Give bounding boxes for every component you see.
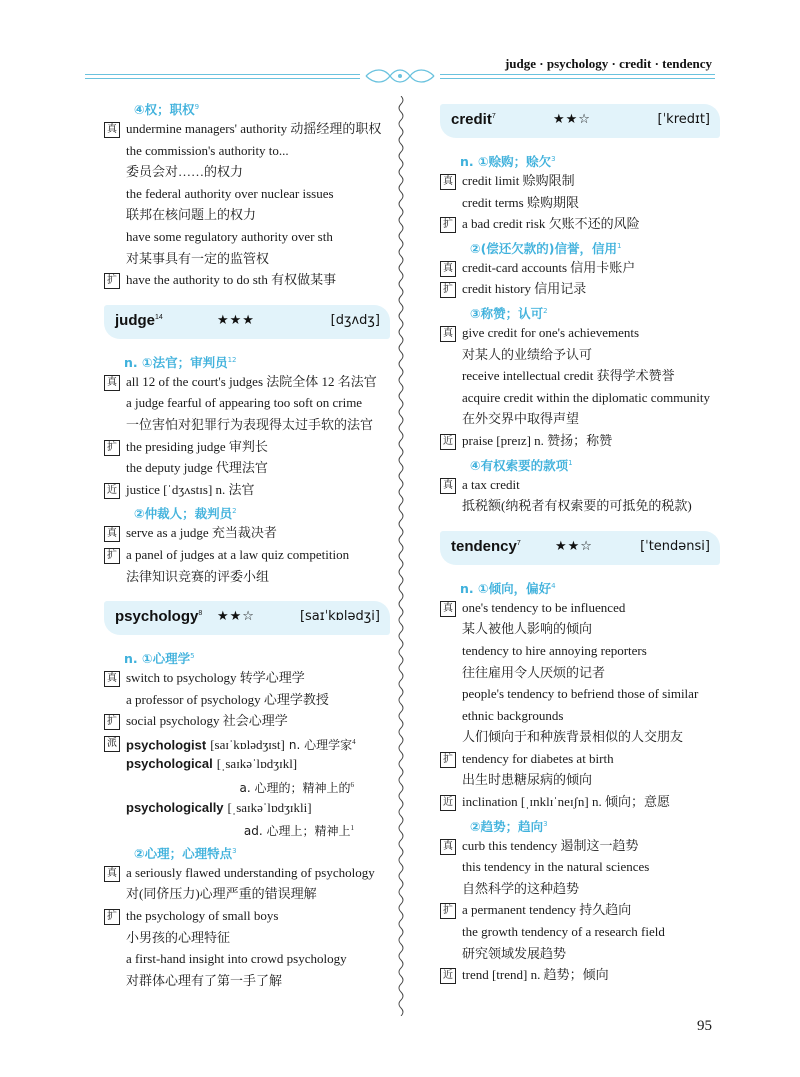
example-text: 出生时患糖尿病的倾向 <box>462 772 593 788</box>
sense-label <box>104 645 390 667</box>
headword-text: psychology <box>115 608 199 626</box>
example-text: a seriously flawed understanding of psychology <box>126 864 375 880</box>
gloss: a. 心理的；精神上的 <box>239 781 351 796</box>
derived-word: psychologically <box>126 799 224 815</box>
example-text: credit history 信用记录 <box>462 281 587 297</box>
sense-label <box>440 813 720 835</box>
tag-zhen-icon: 真 <box>440 174 456 190</box>
gloss-line <box>104 818 390 840</box>
phonetic: [ˌsaɪkəˈlɒdʒɪkl] <box>216 756 298 772</box>
header-ornament-icon <box>360 66 440 86</box>
sense-text: ④有权索要的款项 <box>470 457 569 473</box>
example-line <box>104 479 390 501</box>
example-line <box>440 705 720 727</box>
example-line <box>104 226 390 248</box>
example-text: have the authority to do sth 有权做某事 <box>126 272 337 288</box>
example-text: the deputy judge 代理法官 <box>126 460 268 476</box>
example-line <box>104 544 390 566</box>
tag-jin-icon: 近 <box>104 483 120 499</box>
headword-box <box>104 305 390 339</box>
headword-box <box>104 601 390 635</box>
example-line <box>440 365 720 387</box>
example-line <box>104 118 390 140</box>
example-line <box>440 899 720 921</box>
derived-word-line <box>104 732 390 754</box>
example-line <box>440 878 720 900</box>
example-line <box>104 710 390 732</box>
page-number: 95 <box>697 1018 712 1034</box>
example-text: ethnic backgrounds <box>462 707 564 723</box>
sense-text: ④权；职权 <box>134 102 195 118</box>
frequency-marker: 4 <box>551 581 556 590</box>
example-text: switch to psychology 转学心理学 <box>126 670 305 686</box>
sense-text: n. ①法官；审判员 <box>124 354 228 370</box>
phonetic: [ˈkredɪt] <box>657 112 710 127</box>
phonetic: [saɪˈkɒlədʒɪst] <box>210 737 285 753</box>
tag-zhen-icon: 真 <box>104 122 120 138</box>
example-line <box>440 662 720 684</box>
example-line <box>440 408 720 430</box>
tag-zhen-icon: 真 <box>440 601 456 617</box>
example-text: 抵税额(纳税者有权索要的可抵免的税款) <box>462 498 692 514</box>
example-line <box>104 371 390 393</box>
gloss-line <box>104 775 390 797</box>
example-text: a panel of judges at a law quiz competition <box>126 546 350 562</box>
headword-text: tendency <box>451 537 517 555</box>
example-line <box>104 883 390 905</box>
tag-kuo-icon: 扩 <box>440 903 456 919</box>
example-line <box>440 769 720 791</box>
example-text: a professor of psychology 心理学教授 <box>126 691 329 707</box>
example-text: a bad credit risk 欠账不还的风险 <box>462 216 640 232</box>
example-text: the psychology of small boys <box>126 908 279 924</box>
example-line <box>440 344 720 366</box>
example-line <box>104 689 390 711</box>
example-line <box>440 748 720 770</box>
star-rating: ★★☆ <box>553 112 591 127</box>
headword-text: judge <box>115 311 155 329</box>
phonetic: [dʒʌdʒ] <box>330 312 380 328</box>
example-text: 研究领域发展趋势 <box>462 945 567 961</box>
frequency-marker: 7 <box>516 539 521 547</box>
example-line <box>104 667 390 689</box>
frequency-marker: 9 <box>194 103 200 111</box>
frequency-marker: 5 <box>190 652 195 661</box>
derived-word: psychologist <box>126 737 207 753</box>
example-line <box>440 921 720 943</box>
example-line <box>104 161 390 183</box>
example-text: 委员会对……的权力 <box>126 164 244 180</box>
frequency-marker: 1 <box>617 241 622 250</box>
sense-label <box>440 452 720 474</box>
example-line <box>440 430 720 452</box>
example-line <box>440 192 720 214</box>
star-rating: ★★☆ <box>217 609 255 625</box>
tag-kuo-icon: 扩 <box>440 752 456 768</box>
sense-text: n. ①赊购；赊欠 <box>460 154 552 170</box>
sense-label <box>104 96 390 118</box>
sense-label <box>440 300 720 322</box>
right-column <box>440 96 720 986</box>
tag-jin-icon: 近 <box>440 968 456 984</box>
headword <box>451 111 496 128</box>
column-divider <box>396 96 406 1016</box>
sense-text: n. ①倾向，偏好 <box>460 580 552 596</box>
example-line <box>104 970 390 992</box>
example-text: 联邦在核问题上的权力 <box>126 207 257 223</box>
sense-text: n. ①心理学 <box>124 651 191 667</box>
example-text: 往往雇用令人厌烦的记者 <box>462 664 606 680</box>
frequency-marker: 6 <box>350 781 354 790</box>
derived-word-line <box>104 753 390 775</box>
example-line <box>104 927 390 949</box>
example-text: 某人被他人影响的倾向 <box>462 621 593 637</box>
example-line <box>440 322 720 344</box>
tag-zhen-icon: 真 <box>104 375 120 391</box>
frequency-marker: 4 <box>352 737 356 746</box>
example-text: tendency to hire annoying reporters <box>462 642 647 658</box>
example-text: praise [preɪz] n. 赞扬；称赞 <box>462 432 613 448</box>
example-line <box>440 257 720 279</box>
sense-text: ②心理；心理特点 <box>134 846 233 861</box>
frequency-marker: 3 <box>232 846 237 855</box>
sense-text: ③称赞；认可 <box>470 306 544 322</box>
example-line <box>104 905 390 927</box>
example-line <box>440 387 720 409</box>
derived-word-line <box>104 797 390 819</box>
example-text: give credit for one's achievements <box>462 324 640 340</box>
example-line <box>104 140 390 162</box>
tag-zhen-icon: 真 <box>440 261 456 277</box>
tag-kuo-icon: 扩 <box>440 282 456 298</box>
example-text: credit terms 赊购期限 <box>462 194 579 210</box>
sense-label <box>440 575 720 597</box>
headword-box <box>440 531 720 565</box>
tag-kuo-icon: 扩 <box>104 714 120 730</box>
sense-label <box>440 235 720 257</box>
example-line <box>104 862 390 884</box>
example-line <box>104 522 390 544</box>
example-text: credit limit 赊购限制 <box>462 173 575 188</box>
example-text: 对某人的业绩给予认可 <box>462 346 593 362</box>
example-text: 对群体心理有了第一手了解 <box>126 972 283 988</box>
sense-label <box>104 840 390 862</box>
sense-label <box>104 349 390 371</box>
example-line <box>104 566 390 588</box>
example-line <box>104 204 390 226</box>
example-text: undermine managers' authority 动摇经理的职权 <box>126 121 382 136</box>
example-text: justice [ˈdʒʌstɪs] n. 法官 <box>126 481 255 497</box>
phonetic: [ˈtendənsi] <box>640 538 710 554</box>
frequency-marker: 1 <box>350 824 354 833</box>
headword <box>451 538 521 555</box>
example-text: a permanent tendency 持久趋向 <box>462 902 632 918</box>
example-text: one's tendency to be influenced <box>462 599 626 615</box>
example-text: curb this tendency 遏制这一趋势 <box>462 837 639 853</box>
example-line <box>440 964 720 986</box>
tag-zhen-icon: 真 <box>440 839 456 855</box>
frequency-marker: 7 <box>491 113 496 120</box>
example-line <box>104 414 390 436</box>
example-line <box>104 248 390 270</box>
tag-zhen-icon: 真 <box>440 326 456 342</box>
example-line <box>440 278 720 300</box>
example-line <box>440 618 720 640</box>
example-text: 人们倾向于和种族背景相似的人交朋友 <box>462 729 684 745</box>
tag-jin-icon: 近 <box>440 795 456 811</box>
example-text: 在外交界中取得声望 <box>462 411 580 427</box>
example-line <box>440 640 720 662</box>
left-column <box>104 96 390 991</box>
sense-text: ②(偿还欠款的)信誉，信用 <box>470 240 618 256</box>
example-line <box>440 474 720 496</box>
example-line <box>440 835 720 857</box>
example-line <box>104 457 390 479</box>
example-text: acquire credit within the diplomatic community <box>462 389 711 405</box>
frequency-marker: 1 <box>568 458 573 467</box>
sense-text: ②趋势；趋向 <box>470 818 544 834</box>
tag-zhen-icon: 真 <box>104 671 120 687</box>
frequency-marker: 2 <box>543 306 548 315</box>
example-text: the federal authority over nuclear issues <box>126 185 334 201</box>
example-text: credit-card accounts 信用卡账户 <box>462 259 636 275</box>
example-line <box>440 726 720 748</box>
tag-jin-icon: 近 <box>440 434 456 450</box>
example-text: social psychology 社会心理学 <box>126 713 288 729</box>
star-rating: ★★★ <box>217 312 255 328</box>
frequency-marker: 14 <box>155 313 163 321</box>
example-text: tendency for diabetes at birth <box>462 750 614 766</box>
example-line <box>440 856 720 878</box>
example-text: the growth tendency of a research field <box>462 924 665 940</box>
example-line <box>440 495 720 517</box>
example-text: this tendency in the natural sciences <box>462 859 650 875</box>
example-text: a judge fearful of appearing too soft on crime <box>126 395 363 411</box>
example-text: a first-hand insight into crowd psychology <box>126 951 347 967</box>
headword-box <box>440 104 720 138</box>
example-text: all 12 of the court's judges 法院全体 12 名法官 <box>126 373 377 389</box>
frequency-marker: 12 <box>227 355 237 364</box>
example-text: 对某事具有一定的监管权 <box>126 250 270 266</box>
sense-label <box>104 500 390 522</box>
example-text: receive intellectual credit 获得学术赞誉 <box>462 368 675 384</box>
example-line <box>104 392 390 414</box>
frequency-marker: 8 <box>198 610 203 618</box>
sense-text: ②仲裁人；裁判员 <box>134 506 233 522</box>
tag-kuo-icon: 扩 <box>104 909 120 925</box>
sense-label <box>440 148 720 170</box>
tag-pai-icon: 派 <box>104 736 120 752</box>
tag-kuo-icon: 扩 <box>104 273 120 289</box>
tag-kuo-icon: 扩 <box>104 440 120 456</box>
example-text: people's tendency to befriend those of similar <box>462 686 699 702</box>
frequency-marker: 3 <box>543 819 548 828</box>
example-text: 法律知识竞赛的评委小组 <box>126 568 270 584</box>
headword <box>115 312 163 329</box>
example-line <box>440 683 720 705</box>
gloss: ad. 心理上；精神上 <box>243 824 351 839</box>
headword-text: credit <box>451 111 492 128</box>
example-text: the presiding judge 审判长 <box>126 438 268 454</box>
tag-kuo-icon: 扩 <box>440 217 456 233</box>
example-text: trend [trend] n. 趋势；倾向 <box>462 967 609 983</box>
example-text: serve as a judge 充当裁决者 <box>126 525 277 541</box>
gloss: n. 心理学家 <box>288 738 353 753</box>
example-line <box>104 183 390 205</box>
example-text: 自然科学的这种趋势 <box>462 880 580 896</box>
example-text: 一位害怕对犯罪行为表现得太过手软的法官 <box>126 416 374 432</box>
example-line <box>440 791 720 813</box>
example-line <box>440 943 720 965</box>
example-line <box>104 269 390 291</box>
example-text: 小男孩的心理特征 <box>126 929 231 945</box>
example-text: the commission's authority to... <box>126 142 289 158</box>
example-text: have some regulatory authority over sth <box>126 228 333 244</box>
phonetic: [ˌsaɪkəˈlɒdʒɪkli] <box>227 799 312 815</box>
example-line <box>440 597 720 619</box>
example-text: inclination [ˌɪnklɪˈneɪʃn] n. 倾向；意愿 <box>462 794 670 810</box>
example-line <box>440 170 720 192</box>
frequency-marker: 3 <box>551 155 556 163</box>
headword <box>115 608 202 625</box>
example-line <box>104 948 390 970</box>
example-text: 对(同侪压力)心理严重的错误理解 <box>126 886 317 902</box>
example-line <box>104 436 390 458</box>
frequency-marker: 2 <box>232 507 237 516</box>
example-text: a tax credit <box>462 476 520 492</box>
tag-zhen-icon: 真 <box>104 866 120 882</box>
tag-zhen-icon: 真 <box>440 478 456 494</box>
example-line <box>440 213 720 235</box>
tag-zhen-icon: 真 <box>104 526 120 542</box>
tag-kuo-icon: 扩 <box>104 548 120 564</box>
star-rating: ★★☆ <box>555 538 593 554</box>
derived-word: psychological <box>126 756 213 772</box>
phonetic: [saɪˈkɒlədʒi] <box>299 609 380 625</box>
running-head: judge · psychology · credit · tendency <box>504 56 712 71</box>
